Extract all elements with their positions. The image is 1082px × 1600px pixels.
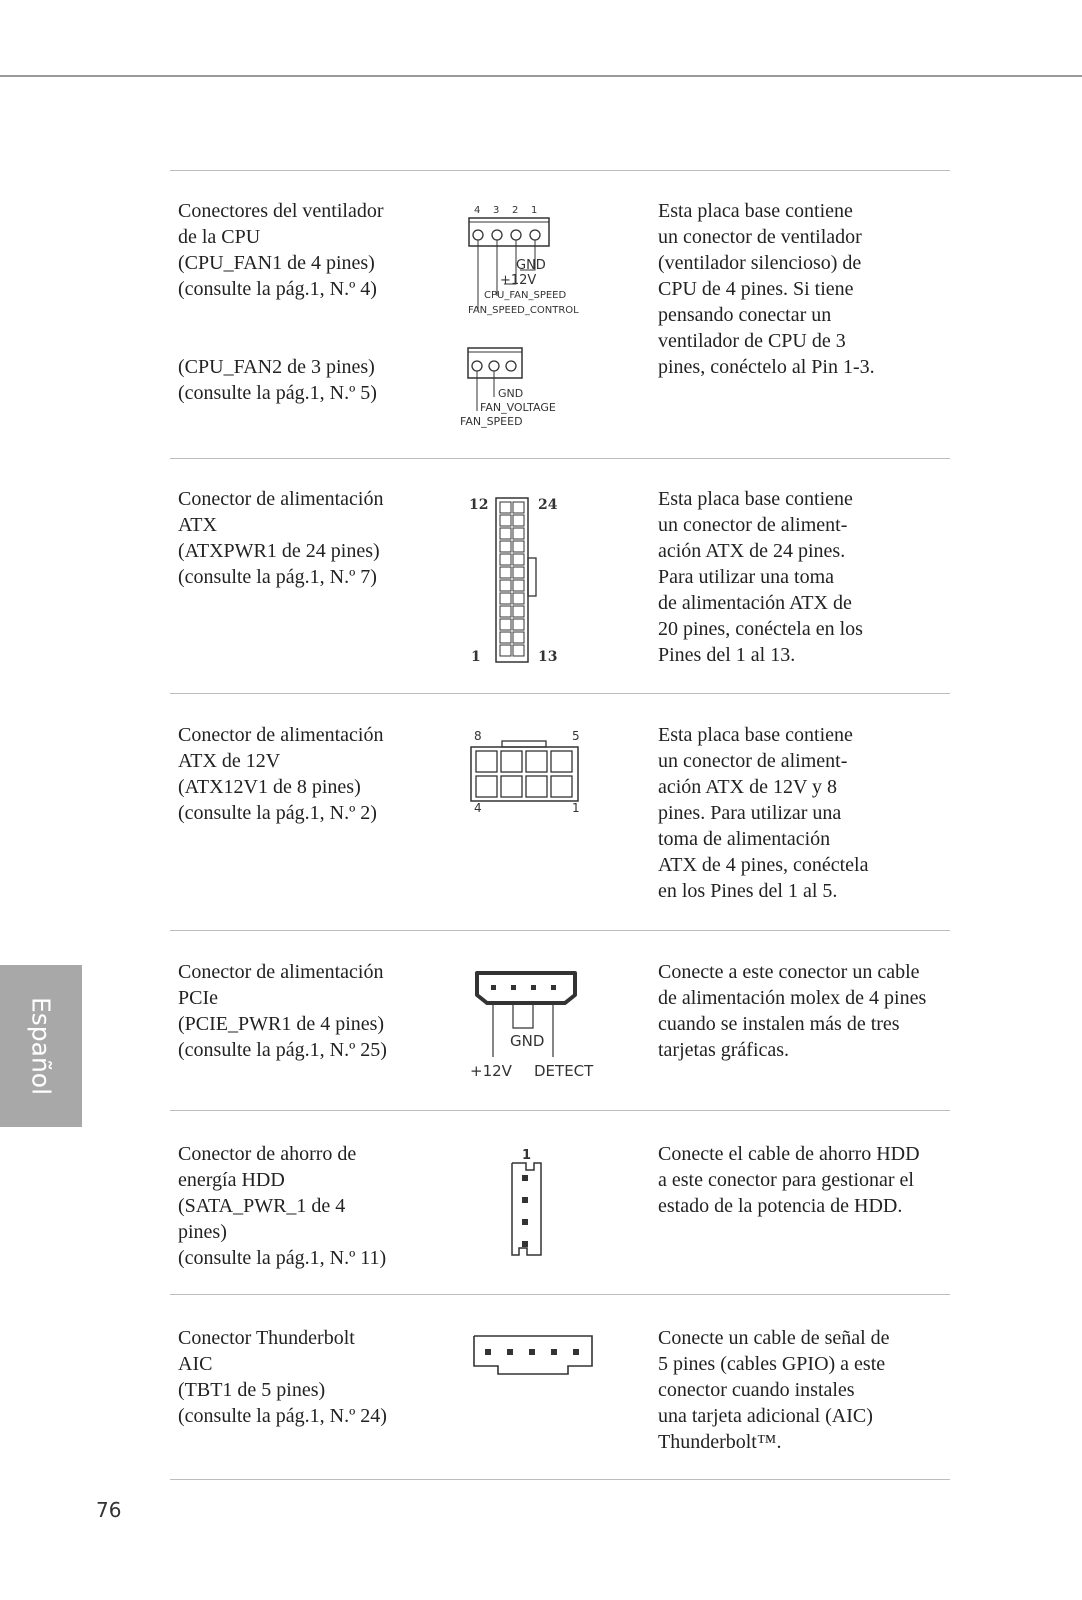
top-rule: [0, 75, 1082, 77]
pin-number: 1: [522, 1148, 532, 1163]
pcie-label-gnd: GND: [510, 1032, 545, 1050]
text-line: Conectores del ventilador: [178, 200, 384, 222]
text-line: un conector de aliment-: [658, 514, 848, 536]
atx24-pin: [513, 619, 524, 630]
text-line: (ventilador silencioso) de: [658, 252, 862, 274]
text-line: Conector de alimentación: [178, 961, 384, 983]
pin-number: 4: [474, 801, 482, 815]
text-line: tarjetas gráficas.: [658, 1039, 790, 1061]
fan4-label: CPU_FAN_SPEED: [484, 290, 567, 301]
fan3-label: FAN_SPEED: [460, 415, 523, 428]
atx24-pin: [500, 528, 511, 539]
text-line: toma de alimentación: [658, 828, 831, 850]
text-line: (consulte la pág.1, N.º 24): [178, 1405, 387, 1427]
text-line: ación ATX de 12V y 8: [658, 776, 838, 798]
fan3-label: FAN_VOLTAGE: [480, 401, 556, 414]
connector-name-pcie-pwr1: [178, 959, 428, 1063]
text-line: conector cuando instales: [658, 1379, 855, 1401]
atx24-pin: [513, 502, 524, 513]
table-rule: [170, 930, 950, 931]
pin-number: 1: [531, 205, 538, 216]
text-line: (TBT1 de 5 pines): [178, 1379, 326, 1401]
cpu-fan-diagram: [460, 200, 640, 435]
text-line: cuando se instalen más de tres: [658, 1013, 900, 1035]
text-line: (ATX12V1 de 8 pines): [178, 776, 361, 798]
pin-number: 5: [572, 729, 580, 743]
pin-number: 8: [474, 729, 482, 743]
pin-number: 3: [493, 205, 500, 216]
connector-name-sata-pwr1: [178, 1141, 428, 1271]
connector-description-atxpwr1: [658, 486, 958, 668]
text-line: de alimentación molex de 4 pines: [658, 987, 927, 1009]
text-line: ATX de 12V: [178, 750, 281, 772]
text-line: Esta placa base contiene: [658, 488, 853, 510]
text-line: Conector de ahorro de: [178, 1143, 357, 1165]
pcie-label-12v: +12V: [470, 1062, 512, 1080]
text-line: a este conector para gestionar el: [658, 1169, 914, 1191]
thunderbolt-diagram: [468, 1330, 598, 1385]
text-line: Conecte un cable de señal de: [658, 1327, 890, 1349]
text-line: (SATA_PWR_1 de 4: [178, 1195, 346, 1217]
atx24-pin: [500, 632, 511, 643]
atx24-diagram: [462, 490, 572, 670]
pin-number: 4: [474, 205, 481, 216]
table-rule: [170, 458, 950, 459]
atx24-pin: [513, 541, 524, 552]
text-line: pines. Para utilizar una: [658, 802, 842, 824]
atx24-pin: [513, 528, 524, 539]
atx24-pin: [513, 580, 524, 591]
text-line: de la CPU: [178, 226, 261, 248]
text-line: (ATXPWR1 de 24 pines): [178, 540, 380, 562]
language-tab: [0, 965, 82, 1127]
text-line: Conector Thunderbolt: [178, 1327, 355, 1349]
text-line: Conecte el cable de ahorro HDD: [658, 1143, 920, 1165]
text-line: 5 pines (cables GPIO) a este: [658, 1353, 886, 1375]
fan3-label: GND: [498, 387, 524, 400]
text-line: (consulte la pág.1, N.º 4): [178, 278, 377, 300]
text-line: ventilador de CPU de 3: [658, 330, 846, 352]
fan4-label: GND: [516, 258, 546, 273]
atx24-pin: [500, 541, 511, 552]
pin-number: 13: [538, 649, 558, 665]
text-line: CPU de 4 pines. Si tiene: [658, 278, 854, 300]
text-line: de alimentación ATX de: [658, 592, 852, 614]
atx24-pin: [500, 515, 511, 526]
pin-number: 2: [512, 205, 519, 216]
atx24-pin: [500, 502, 511, 513]
text-line: (consulte la pág.1, N.º 5): [178, 382, 377, 404]
pin-number: 12: [469, 497, 489, 513]
text-line: (consulte la pág.1, N.º 2): [178, 802, 377, 824]
text-line: un conector de ventilador: [658, 226, 862, 248]
text-line: pines, conéctelo al Pin 1-3.: [658, 356, 875, 378]
atx12v-pin: [526, 751, 547, 772]
connector-description-tbt1: [658, 1325, 958, 1455]
language-tab-label: Español: [26, 996, 56, 1096]
atx12v-pin: [551, 776, 572, 797]
atx24-pin: [500, 567, 511, 578]
atx24-pin: [513, 632, 524, 643]
connector-name-cpu-fan1: [178, 198, 428, 302]
pin-number: 1: [471, 649, 481, 665]
text-line: (CPU_FAN2 de 3 pines): [178, 356, 375, 378]
atx24-pin: [500, 619, 511, 630]
atx24-pin: [513, 554, 524, 565]
fan4-label: FAN_SPEED_CONTROL: [468, 305, 579, 316]
pcie-power-diagram: [465, 965, 615, 1090]
text-line: Conector de alimentación: [178, 724, 384, 746]
table-rule: [170, 1110, 950, 1111]
atx24-pin: [500, 580, 511, 591]
table-rule: [170, 1479, 950, 1480]
text-line: Conector de alimentación: [178, 488, 384, 510]
text-line: Pines del 1 al 13.: [658, 644, 796, 666]
atx12v-pin: [476, 751, 497, 772]
connector-description-cpu-fan: [658, 198, 958, 380]
sata-power-diagram: [505, 1145, 555, 1265]
connector-description-sata-pwr1: [658, 1141, 958, 1219]
connector-name-tbt1: [178, 1325, 428, 1429]
pin-number: 1: [572, 801, 580, 815]
connector-description-pcie-pwr1: [658, 959, 958, 1063]
text-line: (consulte la pág.1, N.º 7): [178, 566, 377, 588]
text-line: pensando conectar un: [658, 304, 832, 326]
text-line: una tarjeta adicional (AIC): [658, 1405, 873, 1427]
atx12v-pin: [476, 776, 497, 797]
pin-number: 24: [538, 497, 558, 513]
atx12v-pin: [501, 751, 522, 772]
text-line: Thunderbolt™.: [658, 1431, 782, 1453]
text-line: ATX de 4 pines, conéctela: [658, 854, 869, 876]
atx24-pin: [500, 606, 511, 617]
atx12v-pin: [501, 776, 522, 797]
text-line: ATX: [178, 514, 217, 536]
atx24-pin: [513, 515, 524, 526]
text-line: Para utilizar una toma: [658, 566, 835, 588]
connector-name-atx12v1: [178, 722, 428, 826]
atx24-latch: [528, 558, 536, 596]
text-line: en los Pines del 1 al 5.: [658, 880, 838, 902]
text-line: 20 pines, conéctela en los: [658, 618, 863, 640]
page-number: 76: [96, 1498, 122, 1522]
atx24-pin: [513, 593, 524, 604]
atx24-pin: [500, 645, 511, 656]
text-line: energía HDD: [178, 1169, 285, 1191]
table-rule: [170, 170, 950, 171]
text-line: ación ATX de 24 pines.: [658, 540, 846, 562]
pcie-label-detect: DETECT: [534, 1062, 594, 1080]
text-line: (consulte la pág.1, N.º 25): [178, 1039, 387, 1061]
connector-name-cpu-fan2: [178, 354, 428, 406]
text-line: Conecte a este conector un cable: [658, 961, 920, 983]
text-line: Esta placa base contiene: [658, 200, 853, 222]
atx12v-pin: [526, 776, 547, 797]
atx24-pin: [500, 593, 511, 604]
text-line: AIC: [178, 1353, 213, 1375]
table-rule: [170, 1294, 950, 1295]
text-line: estado de la potencia de HDD.: [658, 1195, 903, 1217]
atx12v-latch: [502, 741, 546, 747]
atx12v-outline: [471, 747, 578, 801]
atx24-pin: [513, 567, 524, 578]
text-line: un conector de aliment-: [658, 750, 848, 772]
table-rule: [170, 693, 950, 694]
text-line: (CPU_FAN1 de 4 pines): [178, 252, 375, 274]
atx24-pin: [513, 606, 524, 617]
atx24-pin: [500, 554, 511, 565]
text-line: Esta placa base contiene: [658, 724, 853, 746]
atx12v-pin: [551, 751, 572, 772]
atx24-pin: [513, 645, 524, 656]
connector-description-atx12v1: [658, 722, 958, 904]
text-line: pines): [178, 1221, 227, 1243]
fan4-label: +12V: [500, 273, 537, 288]
atx12v-diagram: [468, 728, 588, 818]
text-line: (consulte la pág.1, N.º 11): [178, 1247, 387, 1269]
text-line: PCIe: [178, 987, 218, 1009]
connector-name-atxpwr1: [178, 486, 428, 590]
text-line: (PCIE_PWR1 de 4 pines): [178, 1013, 385, 1035]
